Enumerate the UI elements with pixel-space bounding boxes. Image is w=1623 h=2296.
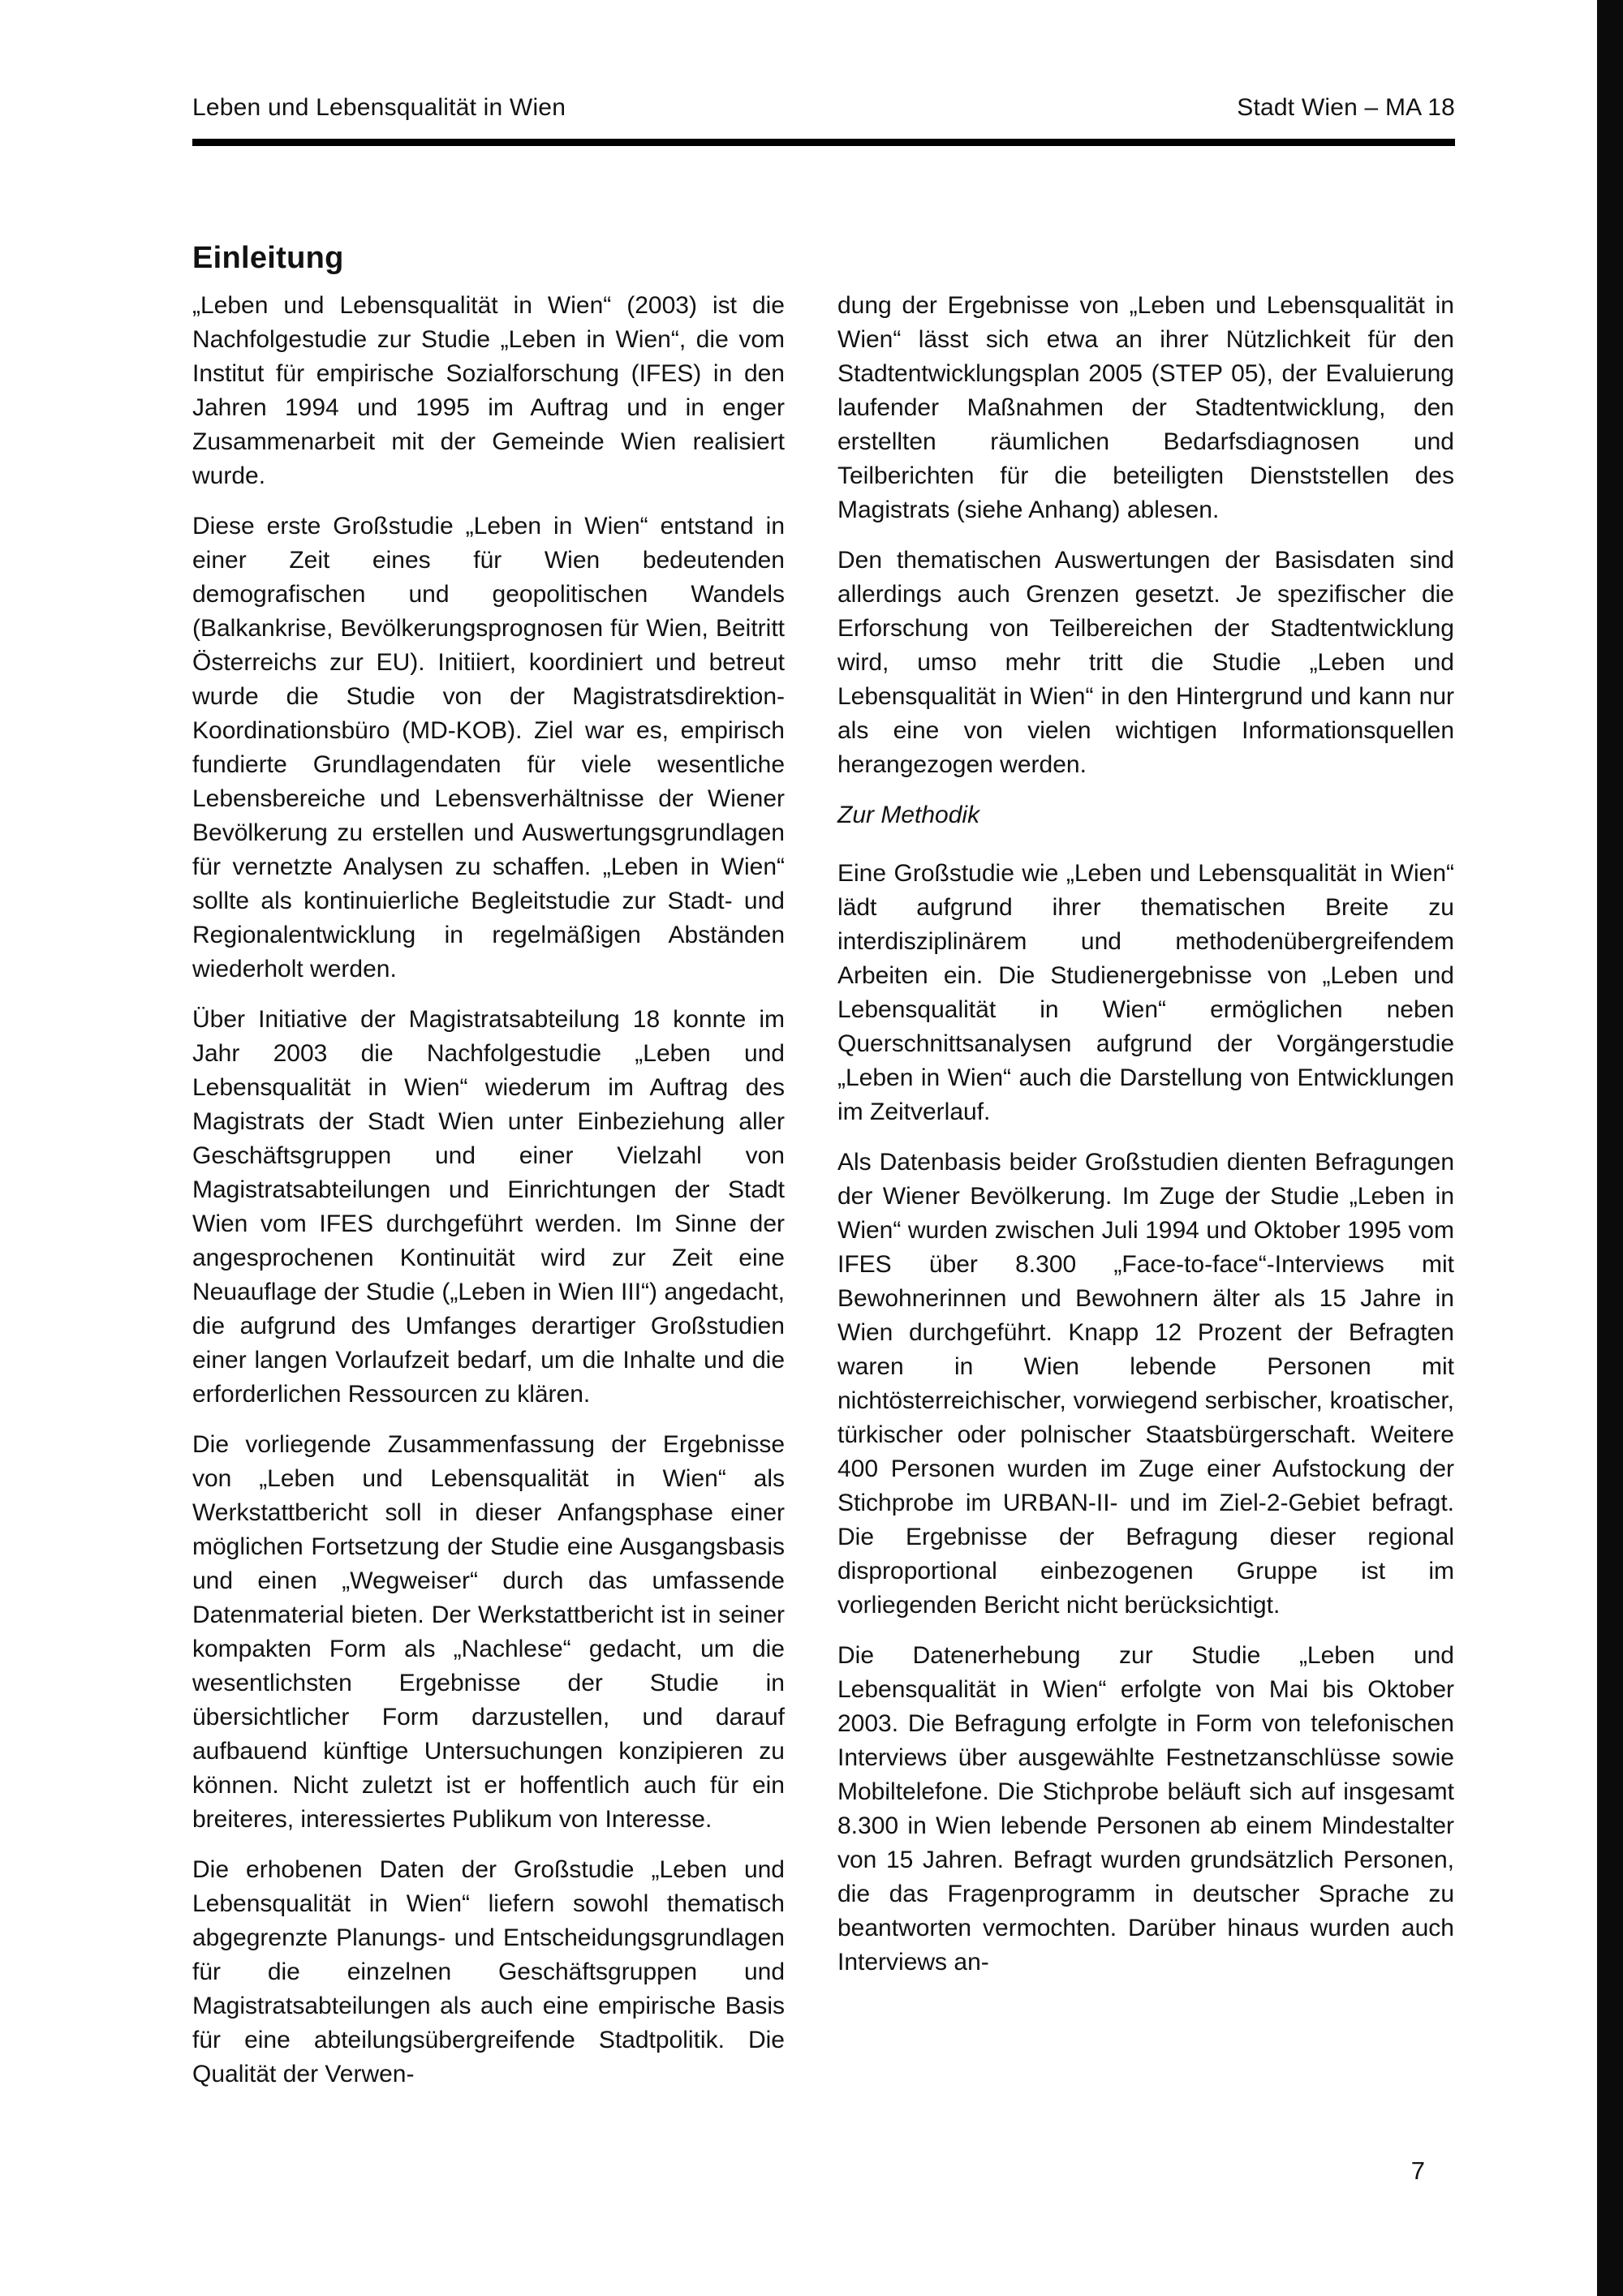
paragraph-left-3: Über Initiative der Magistratsabteilung 18 konnte im Jahr 2003 die Nachfolgestudie „Leben und Lebensqualität in Wien“ wiederum im Auftrag des Magistrats der Stadt Wien unter Einbeziehung aller Geschäftsgruppen und einer Vielzahl von Magistratsabteilungen und Einrichtungen der Stadt Wien vom IFES durchgeführt werden. Im Sinne der angesprochenen Kontinuität wird zur Zeit eine Neuauflage der Studie („Leben in Wien III“) angedacht, die aufgrund des Umfanges derartiger Großstudien einer langen Vorlaufzeit bedarf, um die Inhalte und die erforderlichen Ressourcen zu klären.	[192, 1006, 785, 1408]
right-text-column	[837, 289, 1454, 1996]
running-header	[192, 94, 1455, 122]
paragraph-right-4: Als Datenbasis beider Großstudien dienten Befragungen der Wiener Bevölkerung. Im Zuge der Studie „Leben in Wien“ wurden zwischen Juli 1994 und Oktober 1995 vom IFES über 8.300 „Face-to-face“-Interviews mit Bewohnerinnen und Bewohnern älter als 15 Jahre in Wien durchgeführt. Knapp 12 Prozent der Befragten waren in Wien lebende Personen mit nichtösterreichischer, vorwiegend serbischer, kroatischer, türkischer oder polnischer Staatsbürgerschaft. Weitere 400 Personen wurden im Zuge einer Aufstockung der Stichprobe im URBAN-II- und im Ziel-2-Gebiet befragt. Die Ergebnisse der Befragung dieser regional disproportional einbezogenen Gruppe ist im vorliegenden Bericht nicht berücksichtigt.	[837, 1149, 1454, 1619]
paragraph-right-3: Eine Großstudie wie „Leben und Lebensqualität in Wien“ lädt aufgrund ihrer thematischen Breite zu interdisziplinärem und methodenübergreifendem Arbeiten ein. Die Studienergebnisse von „Leben und Lebensqualität in Wien“ ermöglichen neben Querschnittsanalysen aufgrund der Vorgängerstudie „Leben in Wien“ auch die Darstellung von Entwicklungen im Zeitverlauf.	[837, 860, 1454, 1125]
paragraph-right-1: dung der Ergebnisse von „Leben und Lebensqualität in Wien“ lässt sich etwa an ihrer Nützlichkeit für den Stadtentwicklungsplan 2005 (STEP 05), der Evaluierung laufender Maßnahmen der Stadtentwicklung, den erstellten räumlichen Bedarfsdiagnosen und Teilberichten für die beteiligten Dienststellen des Magistrats (siehe Anhang) ablesen.	[837, 292, 1454, 523]
paragraph-left-1: „Leben und Lebensqualität in Wien“ (2003) ist die Nachfolgestudie zur Studie „Leben in Wien“, die vom Institut für empirische Sozialforschung (IFES) in den Jahren 1994 und 1995 im Auftrag und in enger Zusammenarbeit mit der Gemeinde Wien realisiert wurde.	[192, 292, 785, 489]
header-rule-divider	[192, 139, 1455, 146]
paragraph-right-5: Die Datenerhebung zur Studie „Leben und Lebensqualität in Wien“ erfolgte von Mai bis Oktober 2003. Die Befragung erfolgte in Form von telefonischen Interviews über ausgewählte Festnetzanschlüsse sowie Mobiltelefone. Die Stichprobe beläuft sich auf insgesamt 8.300 in Wien lebende Personen ab einem Mindestalter von 15 Jahren. Befragt wurden grundsätzlich Personen, die das Fragenprogramm in deutscher Sprache zu beantworten vermochten. Darüber hinaus wurden auch Interviews an-	[837, 1642, 1454, 1976]
page-number: 7	[1410, 2156, 1425, 2185]
scan-edge-strip	[1597, 0, 1623, 2296]
left-text-column	[192, 289, 785, 2108]
paragraph-left-4: Die vorliegende Zusammenfassung der Ergebnisse von „Leben und Lebensqualität in Wien“ als Werkstattbericht soll in dieser Anfangsphase einer möglichen Fortsetzung der Studie eine Ausgangsbasis und einen „Wegweiser“ durch das umfassende Datenmaterial bieten. Der Werkstattbericht ist in seiner kompakten Form als „Nachlese“ gedacht, um die wesentlichsten Ergebnisse der Studie in übersichtlicher Form darzustellen, und darauf aufbauend künftige Untersuchungen konzipieren zu können. Nicht zuletzt ist er hoffentlich auch für ein breiteres, interessiertes Publikum von Interesse.	[192, 1431, 785, 1833]
paragraph-left-5: Die erhobenen Daten der Großstudie „Leben und Lebensqualität in Wien“ liefern sowohl thematisch abgegrenzte Planungs- und Entscheidungsgrundlagen für die einzelnen Geschäftsgruppen und Magistratsabteilungen als auch eine empirische Basis für eine abteilungsübergreifende Stadtpolitik. Die Qualität der Verwen-	[192, 1856, 785, 2087]
header-right-title: Stadt Wien – MA 18	[1237, 94, 1455, 121]
header-left-title: Leben und Lebensqualität in Wien	[192, 94, 566, 121]
subsection-heading-methodik: Zur Methodik	[837, 802, 980, 828]
paragraph-right-2: Den thematischen Auswertungen der Basisdaten sind allerdings auch Grenzen gesetzt. Je spezifischer die Erforschung von Teilbereichen der Stadtentwicklung wird, umso mehr tritt die Studie „Leben und Lebensqualität in Wien“ in den Hintergrund und kann nur als eine von vielen wichtigen Informationsquellen herangezogen werden.	[837, 547, 1454, 778]
paragraph-left-2: Diese erste Großstudie „Leben in Wien“ entstand in einer Zeit eines für Wien bedeutenden demografischen und geopolitischen Wandels (Balkankrise, Bevölkerungsprognosen für Wien, Beitritt Österreichs zur EU). Initiiert, koordiniert und betreut wurde die Studie von der Magistratsdirektion-Koordinationsbüro (MD-KOB). Ziel war es, empirisch fundierte Grundlagendaten für viele wesentliche Lebensbereiche und Lebensverhältnisse der Wiener Bevölkerung zu erstellen und Auswertungsgrundlagen für vernetzte Analysen zu schaffen. „Leben in Wien“ sollte als kontinuierliche Begleitstudie zur Stadt- und Regionalentwicklung in regelmäßigen Abständen wiederholt werden.	[192, 513, 785, 982]
page-title: Einleitung	[192, 241, 344, 276]
